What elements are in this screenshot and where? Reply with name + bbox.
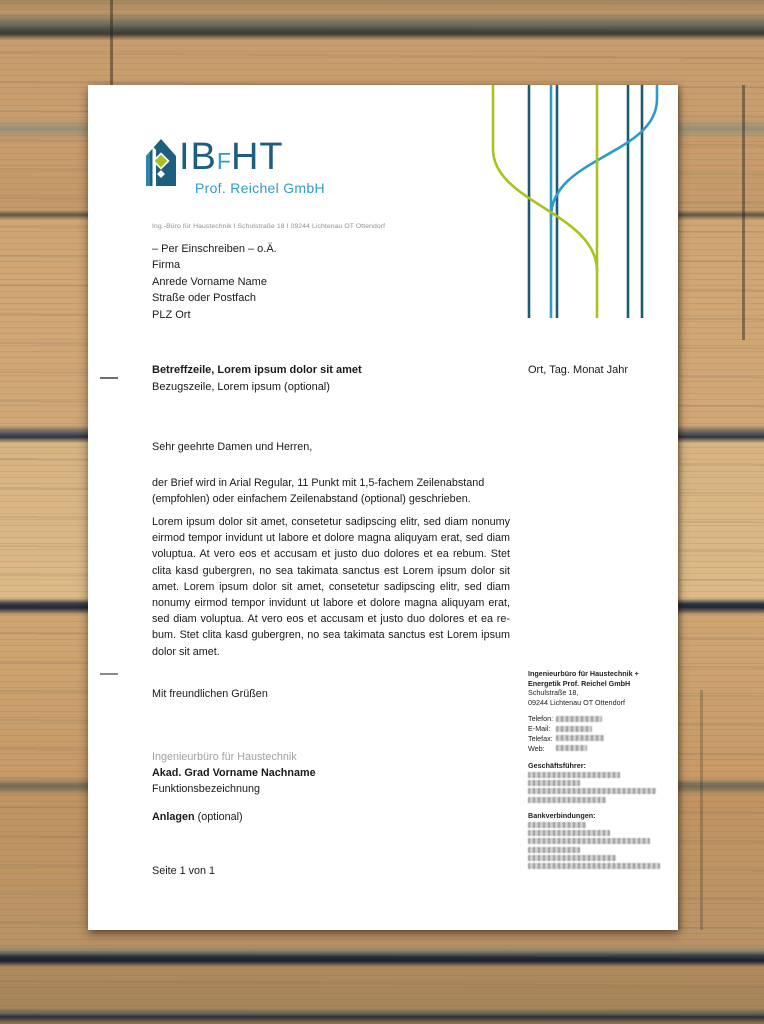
redacted-fax-value (556, 735, 604, 741)
email-label: E-Mail: (528, 724, 551, 734)
redacted-line (528, 855, 616, 861)
intro-paragraph: der Brief wird in Arial Regular, 11 Punkt mit 1,5-fachem Zeilenabstand (empfohlen) oder einfachem Zeilenabstand (optional) geschrieben. (152, 477, 485, 506)
enclosures-line (152, 811, 243, 823)
footer-company-block (528, 669, 664, 707)
web-label: Web: (528, 743, 545, 753)
footer-contact-row (528, 734, 664, 744)
wood-plank-joint (110, 0, 113, 85)
footer-contact-row (528, 743, 664, 753)
closing-phrase: Mit freundlichen Grüßen (152, 688, 268, 700)
wood-plank-joint (742, 85, 745, 340)
salutation: Sehr geehrte Damen und Herren, (152, 441, 313, 453)
footer-contact-row (528, 714, 664, 724)
redacted-managing-director-block (528, 772, 656, 805)
recipient-address-block (152, 241, 277, 323)
enclosures-optional: (optional) (194, 811, 243, 823)
redacted-line (528, 863, 660, 869)
logo-wordmark-ht: HT (230, 136, 284, 178)
fax-label: Telefax: (528, 733, 553, 743)
redacted-bank-details-block (528, 822, 660, 871)
recipient-line: – Per Einschreiben – o.Ä. (152, 243, 277, 255)
sender-return-address-line: Ing.-Büro für Haustechnik I Schulstraße 18 I 09244 Lichtenau OT Ottendorf (152, 223, 386, 230)
recipient-line: Straße oder Postfach (152, 292, 256, 305)
signature-block (152, 749, 316, 797)
redacted-web-value (556, 745, 587, 751)
recipient-line: Firma (152, 259, 181, 272)
enclosures-label: Anlagen (152, 811, 195, 823)
redacted-line (528, 830, 610, 836)
redacted-line (528, 822, 586, 828)
fold-mark-bottom (100, 673, 118, 675)
phone-label: Telefon: (528, 714, 554, 724)
logo-subtitle: Prof. Reichel GmbH (195, 180, 325, 196)
wood-plank-joint (700, 690, 703, 930)
logo-wordmark-f: F (216, 148, 231, 174)
letter-page (88, 85, 678, 930)
managing-director-label: Geschäftsführer: (528, 761, 586, 770)
logo-wordmark-ib: IB (179, 136, 217, 178)
footer-city: 09244 Lichtenau OT Ottendorf (528, 697, 625, 707)
footer-company-line1: Ingenieurbüro für Haustechnik + (528, 669, 639, 678)
subject-line: Betreffzeile, Lorem ipsum dolor sit amet (152, 364, 362, 376)
signature-role: Funktionsbezeichnung (152, 783, 261, 795)
date-line: Ort, Tag. Monat Jahr (528, 364, 629, 376)
redacted-line (528, 772, 620, 778)
logo-wordmark (179, 137, 284, 179)
recipient-line: PLZ Ort (152, 308, 191, 321)
redacted-email-value (556, 726, 592, 732)
signature-company: Ingenieurbüro für Haustechnik (152, 751, 297, 763)
signature-name: Akad. Grad Vorname Nachname (152, 767, 316, 779)
footer-company-line2: Energetik Prof. Reichel GmbH (528, 678, 631, 688)
body-paragraph: Lorem ipsum dolor sit amet, consetetur sadipscing elitr, sed diam nonumy eirmod tempor invidunt ut labore et dolore magna aliquyam erat, sed diam voluptua. At vero eos et accusam et justo duo dolores et ea rebum. Stet clita kasd gubergren, no sea takimata sanctus est Lorem ipsum dolor sit amet. Lorem ipsum dolor sit amet, consetetur sadipscing elitr, sed diam nonumy eirmod tempor invidunt ut labore et dolore magna aliquyam erat, sed diam voluptua. At vero eos et accusam et justo duo dolores et ea re-bum. Stet clita kasd gubergren, no sea takimata sanctus est Lorem ipsum dolor sit amet. (152, 516, 510, 658)
redacted-line (528, 847, 580, 853)
redacted-line (528, 780, 580, 786)
footer-street: Schulstraße 18, (528, 688, 579, 698)
fold-mark-top (100, 377, 118, 379)
footer-contact-block (528, 714, 664, 753)
reference-line: Bezugszeile, Lorem ipsum (optional) (152, 381, 330, 393)
logo-house-icon (146, 139, 176, 186)
decorative-flow-lines (468, 85, 668, 320)
page-number: Seite 1 von 1 (152, 865, 216, 877)
redacted-phone-value (556, 716, 602, 722)
recipient-line: Anrede Vorname Name (152, 275, 267, 288)
bank-details-label: Bankverbindungen: (528, 811, 596, 820)
redacted-line (528, 838, 650, 844)
redacted-line (528, 797, 606, 803)
footer-contact-row (528, 724, 664, 734)
redacted-line (528, 788, 656, 794)
